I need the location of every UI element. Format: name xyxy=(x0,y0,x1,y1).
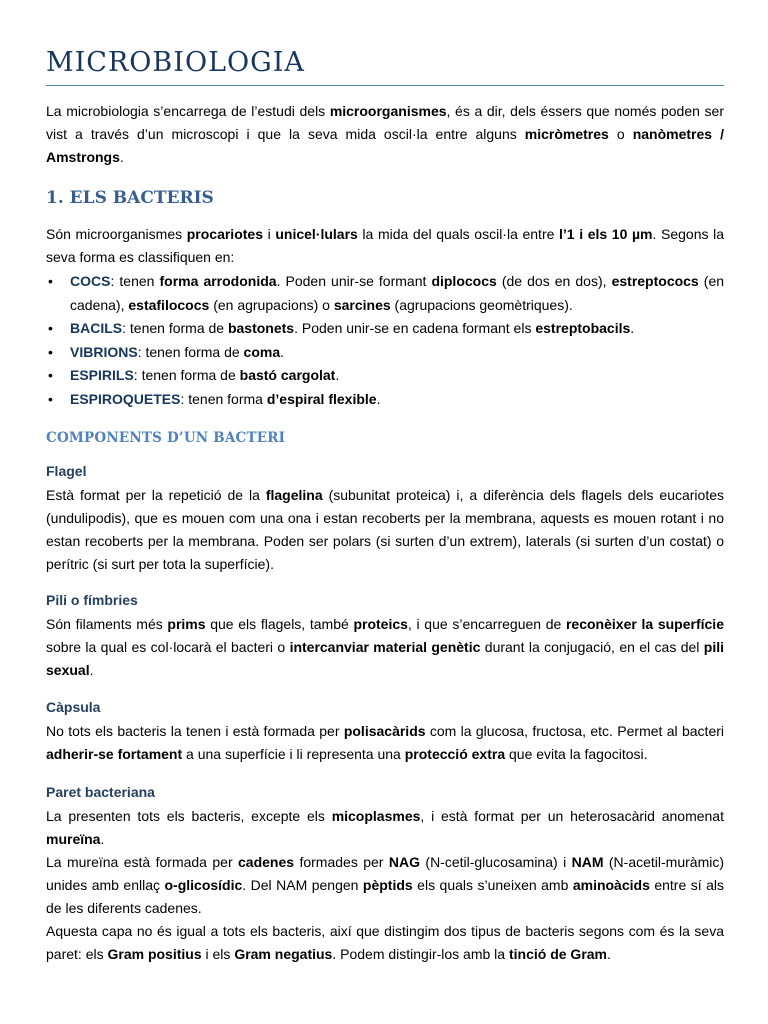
text: que els flagels, també xyxy=(205,616,354,632)
text: . Podem distingir-los amb la xyxy=(332,946,509,962)
text: (N-cetil-glucosamina) i xyxy=(420,854,572,870)
bold-text: estreptobacils xyxy=(535,320,631,336)
term: BACILS xyxy=(70,320,123,336)
text: Són microorganismes xyxy=(46,226,187,242)
bold-text: reconèixer la superfície xyxy=(565,616,724,632)
text: : tenen xyxy=(110,273,160,289)
bold-text: procariotes xyxy=(186,226,263,242)
text: : tenen forma xyxy=(180,390,267,407)
bold-text: estafilococs xyxy=(128,296,210,313)
text: Són filaments més xyxy=(46,616,168,632)
text: i xyxy=(262,226,276,242)
bold-text: polisacàrids xyxy=(343,723,426,739)
text: sobre la qual es col·locarà el bacteri o xyxy=(46,639,290,655)
text: . xyxy=(607,946,611,962)
bold-text: pèptids xyxy=(362,877,413,893)
text: . xyxy=(119,149,124,165)
bold-text: Gram positius xyxy=(107,946,202,962)
title-underline xyxy=(46,85,724,86)
bold-text: coma xyxy=(243,343,281,360)
text: , i que s’encarreguen de xyxy=(407,616,566,632)
subheading-capsula: Càpsula xyxy=(46,699,101,715)
bold-text: sarcines xyxy=(333,296,391,313)
bold-text: o-glicosídic xyxy=(164,877,243,893)
term: VIBRIONS xyxy=(70,343,138,360)
bold-text: nanòmetres / Amstrongs xyxy=(46,126,724,165)
text: La presenten tots els bacteris, excepte els xyxy=(46,808,332,824)
list-item-cocs xyxy=(46,270,724,317)
section-heading-bacteris: 1. ELS BACTERIS xyxy=(46,188,214,208)
text: (subunitat proteica) i, a diferència dels flagels dels eucariotes (undulipodis), que es mouen com una ona i estan recoberts per la membrana, aquests es mouen rotant i no estan recoberts per la membrana. Poden ser polars (si surten d’un extrem), laterals (si surten d’un costat) o perítric (si surt per tota la superfície). xyxy=(46,487,724,572)
bullet-icon: • xyxy=(48,390,53,407)
text: els quals s’uneixen amb xyxy=(412,877,573,893)
bold-text: aminoàcids xyxy=(572,877,650,893)
text: : tenen forma de xyxy=(122,320,228,336)
bold-text: d’espiral flexible xyxy=(266,390,377,407)
bold-text: adherir-se fortament xyxy=(46,746,183,762)
text: la mida del quals oscil·la entre xyxy=(357,226,560,242)
bold-text: tinció de Gram xyxy=(508,946,608,962)
text: (N-acetil-muràmic) unides amb enllaç xyxy=(46,854,724,893)
bullet-icon: • xyxy=(48,273,53,289)
text: (de dos en dos), xyxy=(496,273,612,289)
bold-text: pili sexual xyxy=(46,639,724,678)
text: . Poden unir-se formant xyxy=(276,273,432,289)
text: a una superfície i li representa una xyxy=(182,746,405,762)
bold-text: bastó cargolat xyxy=(239,367,336,383)
text: com la glucosa, fructosa, etc. Permet al bacteri xyxy=(425,723,724,739)
text: , i està format per un heterosacàrid anomenat xyxy=(420,808,724,824)
text: . xyxy=(335,367,340,383)
list-item-espirils xyxy=(46,364,724,388)
paret-content xyxy=(46,805,724,966)
text: La mureïna està formada per xyxy=(46,854,239,870)
term: COCS xyxy=(70,273,111,289)
paret-paragraph-2 xyxy=(46,851,724,920)
bacteria-forms-list xyxy=(46,270,724,411)
text: . Poden unir-se en cadena formant els xyxy=(294,320,536,336)
bold-text: intercanviar material genètic xyxy=(289,639,481,655)
text: La microbiologia s’encarrega de l’estudi dels xyxy=(46,103,330,119)
text: entre sí als de les diferents cadenes. xyxy=(46,877,724,916)
bold-text: estreptococs xyxy=(611,273,699,289)
text: . xyxy=(100,831,105,847)
text: que evita la fagocitosi. xyxy=(505,746,648,762)
text: No tots els bacteris la tenen i està formada per xyxy=(46,723,344,739)
text: . xyxy=(630,320,635,336)
bullet-icon: • xyxy=(48,343,53,360)
bold-text: forma arrodonida xyxy=(159,273,277,289)
text: (en cadena), xyxy=(70,273,725,313)
text: : tenen forma de xyxy=(133,367,240,383)
components-heading: COMPONENTS D’UN BACTERI xyxy=(46,430,286,446)
bold-text: NAM xyxy=(571,854,604,870)
list-item-espiroquetes xyxy=(46,388,724,412)
text: . xyxy=(376,390,381,407)
bold-text: Gram negatius xyxy=(234,946,333,962)
bold-text: flagelina xyxy=(265,487,323,503)
text: (agrupacions geomètriques). xyxy=(390,296,573,313)
bullet-icon: • xyxy=(48,367,53,383)
bold-text: bastonets xyxy=(227,320,295,336)
paret-paragraph-3 xyxy=(46,920,724,966)
bold-text: unicel·lulars xyxy=(275,226,358,242)
text: Aquesta capa no és igual a tots els bacteris, així que distingim dos tipus de bacteris segons com és la seva paret: els xyxy=(46,923,724,962)
text: formades per xyxy=(294,854,389,870)
bold-text: diplococs xyxy=(431,273,497,289)
bold-text: micròmetres xyxy=(524,126,609,142)
bold-text: prims xyxy=(167,616,206,632)
capsula-paragraph xyxy=(46,720,724,766)
term: ESPIRILS xyxy=(70,367,134,383)
list-item-vibrions xyxy=(46,341,724,365)
text: . xyxy=(280,343,284,360)
bacteris-paragraph xyxy=(46,223,724,269)
text: . xyxy=(89,662,94,678)
text: . Segons la seva forma es classifiquen en: xyxy=(46,226,725,265)
bold-text: protecció extra xyxy=(404,746,506,762)
text: o xyxy=(608,126,633,142)
text: durant la conjugació, en el cas del xyxy=(480,639,704,655)
text: (en agrupacions) o xyxy=(209,296,334,313)
bold-text: cadenes xyxy=(238,854,295,870)
text: : tenen forma de xyxy=(137,343,244,360)
flagel-paragraph xyxy=(46,484,724,576)
subheading-flagel: Flagel xyxy=(46,463,87,479)
bold-text: NAG xyxy=(388,854,420,870)
bold-text: proteics xyxy=(353,616,408,632)
text: i els xyxy=(201,946,235,962)
text: Està format per la repetició de la xyxy=(46,487,266,503)
text: , és a dir, dels éssers que només poden ser vist a través d’un microscopi i que la seva mida oscil·la entre alguns xyxy=(46,103,724,142)
bold-text: microorganismes xyxy=(329,103,447,119)
paret-paragraph-1 xyxy=(46,805,724,851)
subheading-paret: Paret bacteriana xyxy=(46,784,155,800)
list-item-bacils xyxy=(46,317,724,341)
text: . Del NAM pengen xyxy=(242,877,363,893)
intro-paragraph xyxy=(46,100,724,169)
bullet-icon: • xyxy=(48,320,53,336)
pili-paragraph xyxy=(46,613,724,682)
bold-text: mureïna xyxy=(46,831,101,847)
subheading-pili: Pili o fímbries xyxy=(46,592,138,608)
document-title: MICROBIOLOGIA xyxy=(46,47,305,78)
bold-text: l’1 i els 10 µm xyxy=(559,226,653,242)
bold-text: micoplasmes xyxy=(331,808,421,824)
term: ESPIROQUETES xyxy=(70,390,181,407)
